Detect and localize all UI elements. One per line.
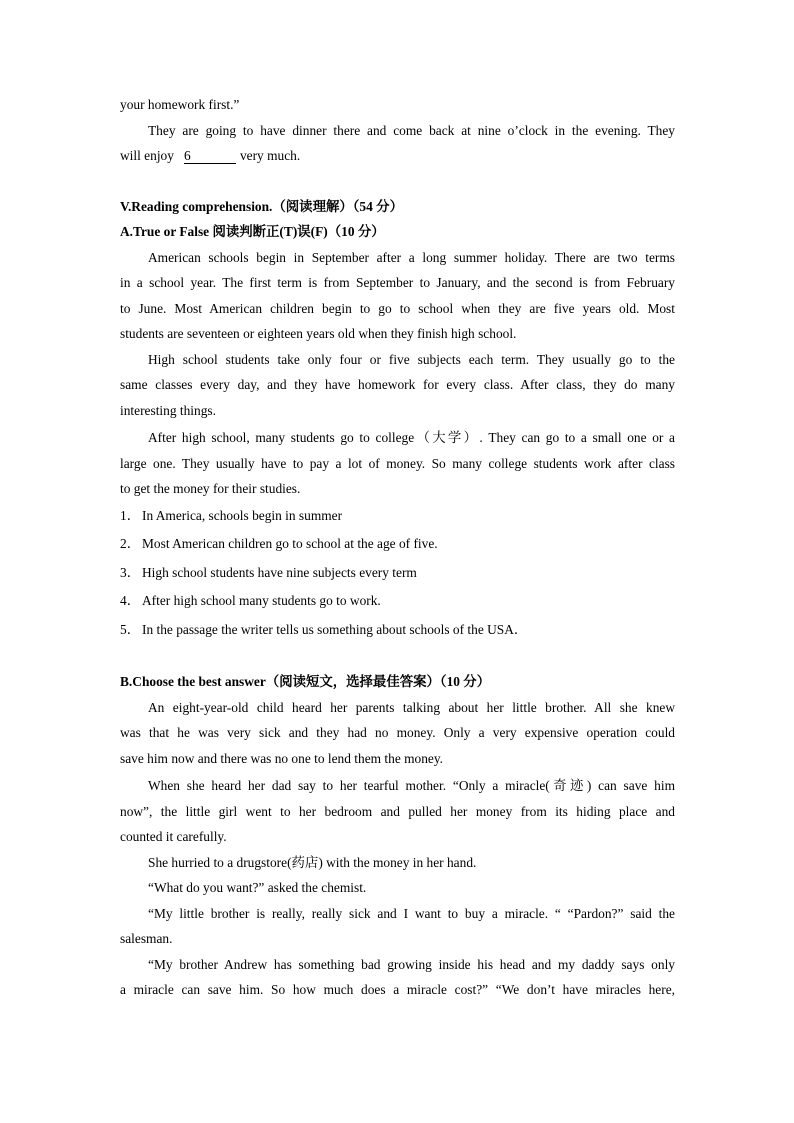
paragraph-line: American schools begin in September after a long summer holiday. There are two terms	[148, 249, 675, 265]
paragraph-line: After high school, many students go to college（大学）. They can go to a small one or a	[148, 430, 675, 445]
passage-line: your homework first.”	[120, 97, 240, 112]
paragraph-line: save him now and there was no one to lend them the money.	[120, 750, 444, 766]
paragraph-line: When she heard her dad say to her tearful mother. “Only a miracle(奇迹) can save him	[148, 778, 675, 793]
paragraph-line: was that he was very sick and they had no money. Only a very expensive operation could	[120, 725, 675, 740]
passage-line	[120, 143, 675, 169]
paragraph-line: “My brother Andrew has something bad growing inside his head and my daddy says only	[148, 956, 675, 972]
answer-blank-6[interactable]: 6	[184, 148, 236, 164]
part-a-paragraph-3	[120, 425, 675, 502]
item-text: In the passage the writer tells us something about schools of the USA．	[142, 621, 528, 637]
paragraph-line: “My little brother is really, really sick and I want to buy a miracle. “ “Pardon?” said the	[148, 905, 675, 921]
item-text: High school students have nine subjects every term	[142, 564, 417, 580]
passage-text: will enjoy	[120, 148, 174, 163]
paragraph-line: to June. Most American children begin to go to school when they are five years old. Most	[120, 300, 675, 316]
paragraph-line: salesman.	[120, 931, 173, 946]
item-number: 3．	[120, 564, 141, 580]
paragraph-line: in a school year. The first term is from September to January, and the second is from February	[120, 275, 675, 290]
true-false-list	[120, 502, 675, 645]
paragraph-line: High school students take only four or five subjects each term. They usually go to the	[148, 351, 675, 367]
part-b-paragraph-2	[120, 773, 675, 850]
list-item[interactable]	[120, 559, 675, 588]
item-text: Most American children go to school at the age of five.	[142, 536, 438, 551]
part-b-paragraph-1	[120, 695, 675, 772]
list-item[interactable]	[120, 502, 675, 531]
list-item[interactable]	[120, 587, 675, 616]
paragraph-line: interesting things.	[120, 402, 216, 418]
part-a-paragraph-1	[120, 245, 675, 347]
part-a-paragraph-2	[120, 347, 675, 424]
passage-line: They are going to have dinner there and come back at nine o’clock in the evening. They	[148, 122, 675, 138]
item-number: 1．	[120, 507, 141, 523]
list-item[interactable]	[120, 530, 675, 559]
paragraph-line: a miracle can save him. So how much does a miracle cost?” “We don’t have miracles here,	[120, 982, 675, 997]
paragraph-line: students are seventeen or eighteen years old when they finish high school.	[120, 326, 517, 341]
item-number: 5．	[120, 621, 141, 637]
part-b-paragraph-4: “What do you want?” asked the chemist.	[148, 880, 367, 895]
part-b-paragraph-6	[120, 952, 675, 1003]
item-number: 2．	[120, 536, 141, 551]
part-b-paragraph-3: She hurried to a drugstore(药店) with the money in her hand.	[148, 854, 477, 870]
paragraph-line: now”, the little girl went to her bedroom and pulled her money from its hiding place and	[120, 803, 675, 819]
paragraph-line: to get the money for their studies.	[120, 481, 301, 496]
paragraph-line: large one. They usually have to pay a lot of money. So many college students work after class	[120, 455, 675, 471]
part-b-paragraph-5	[120, 901, 675, 952]
part-a-heading: A.True or False 阅读判断正(T)误(F)（10 分）	[120, 224, 385, 239]
passage-text: very much.	[239, 148, 301, 163]
paragraph-line: same classes every day, and they have homework for every class. After class, they do many	[120, 377, 675, 392]
document-page	[120, 92, 675, 1003]
section-v-heading: V.Reading comprehension.（阅读理解）（54 分）	[120, 198, 403, 214]
item-number: 4．	[120, 593, 141, 608]
item-text: After high school many students go to work.	[142, 593, 381, 608]
part-b-heading: B.Choose the best answer（阅读短文，选择最佳答案）（10 分）	[120, 674, 491, 689]
item-text: In America, schools begin in summer	[142, 507, 343, 523]
paragraph-line: An eight-year-old child heard her parents talking about her little brother. All she knew	[148, 699, 675, 715]
list-item[interactable]	[120, 616, 675, 645]
paragraph-line: counted it carefully.	[120, 829, 227, 844]
